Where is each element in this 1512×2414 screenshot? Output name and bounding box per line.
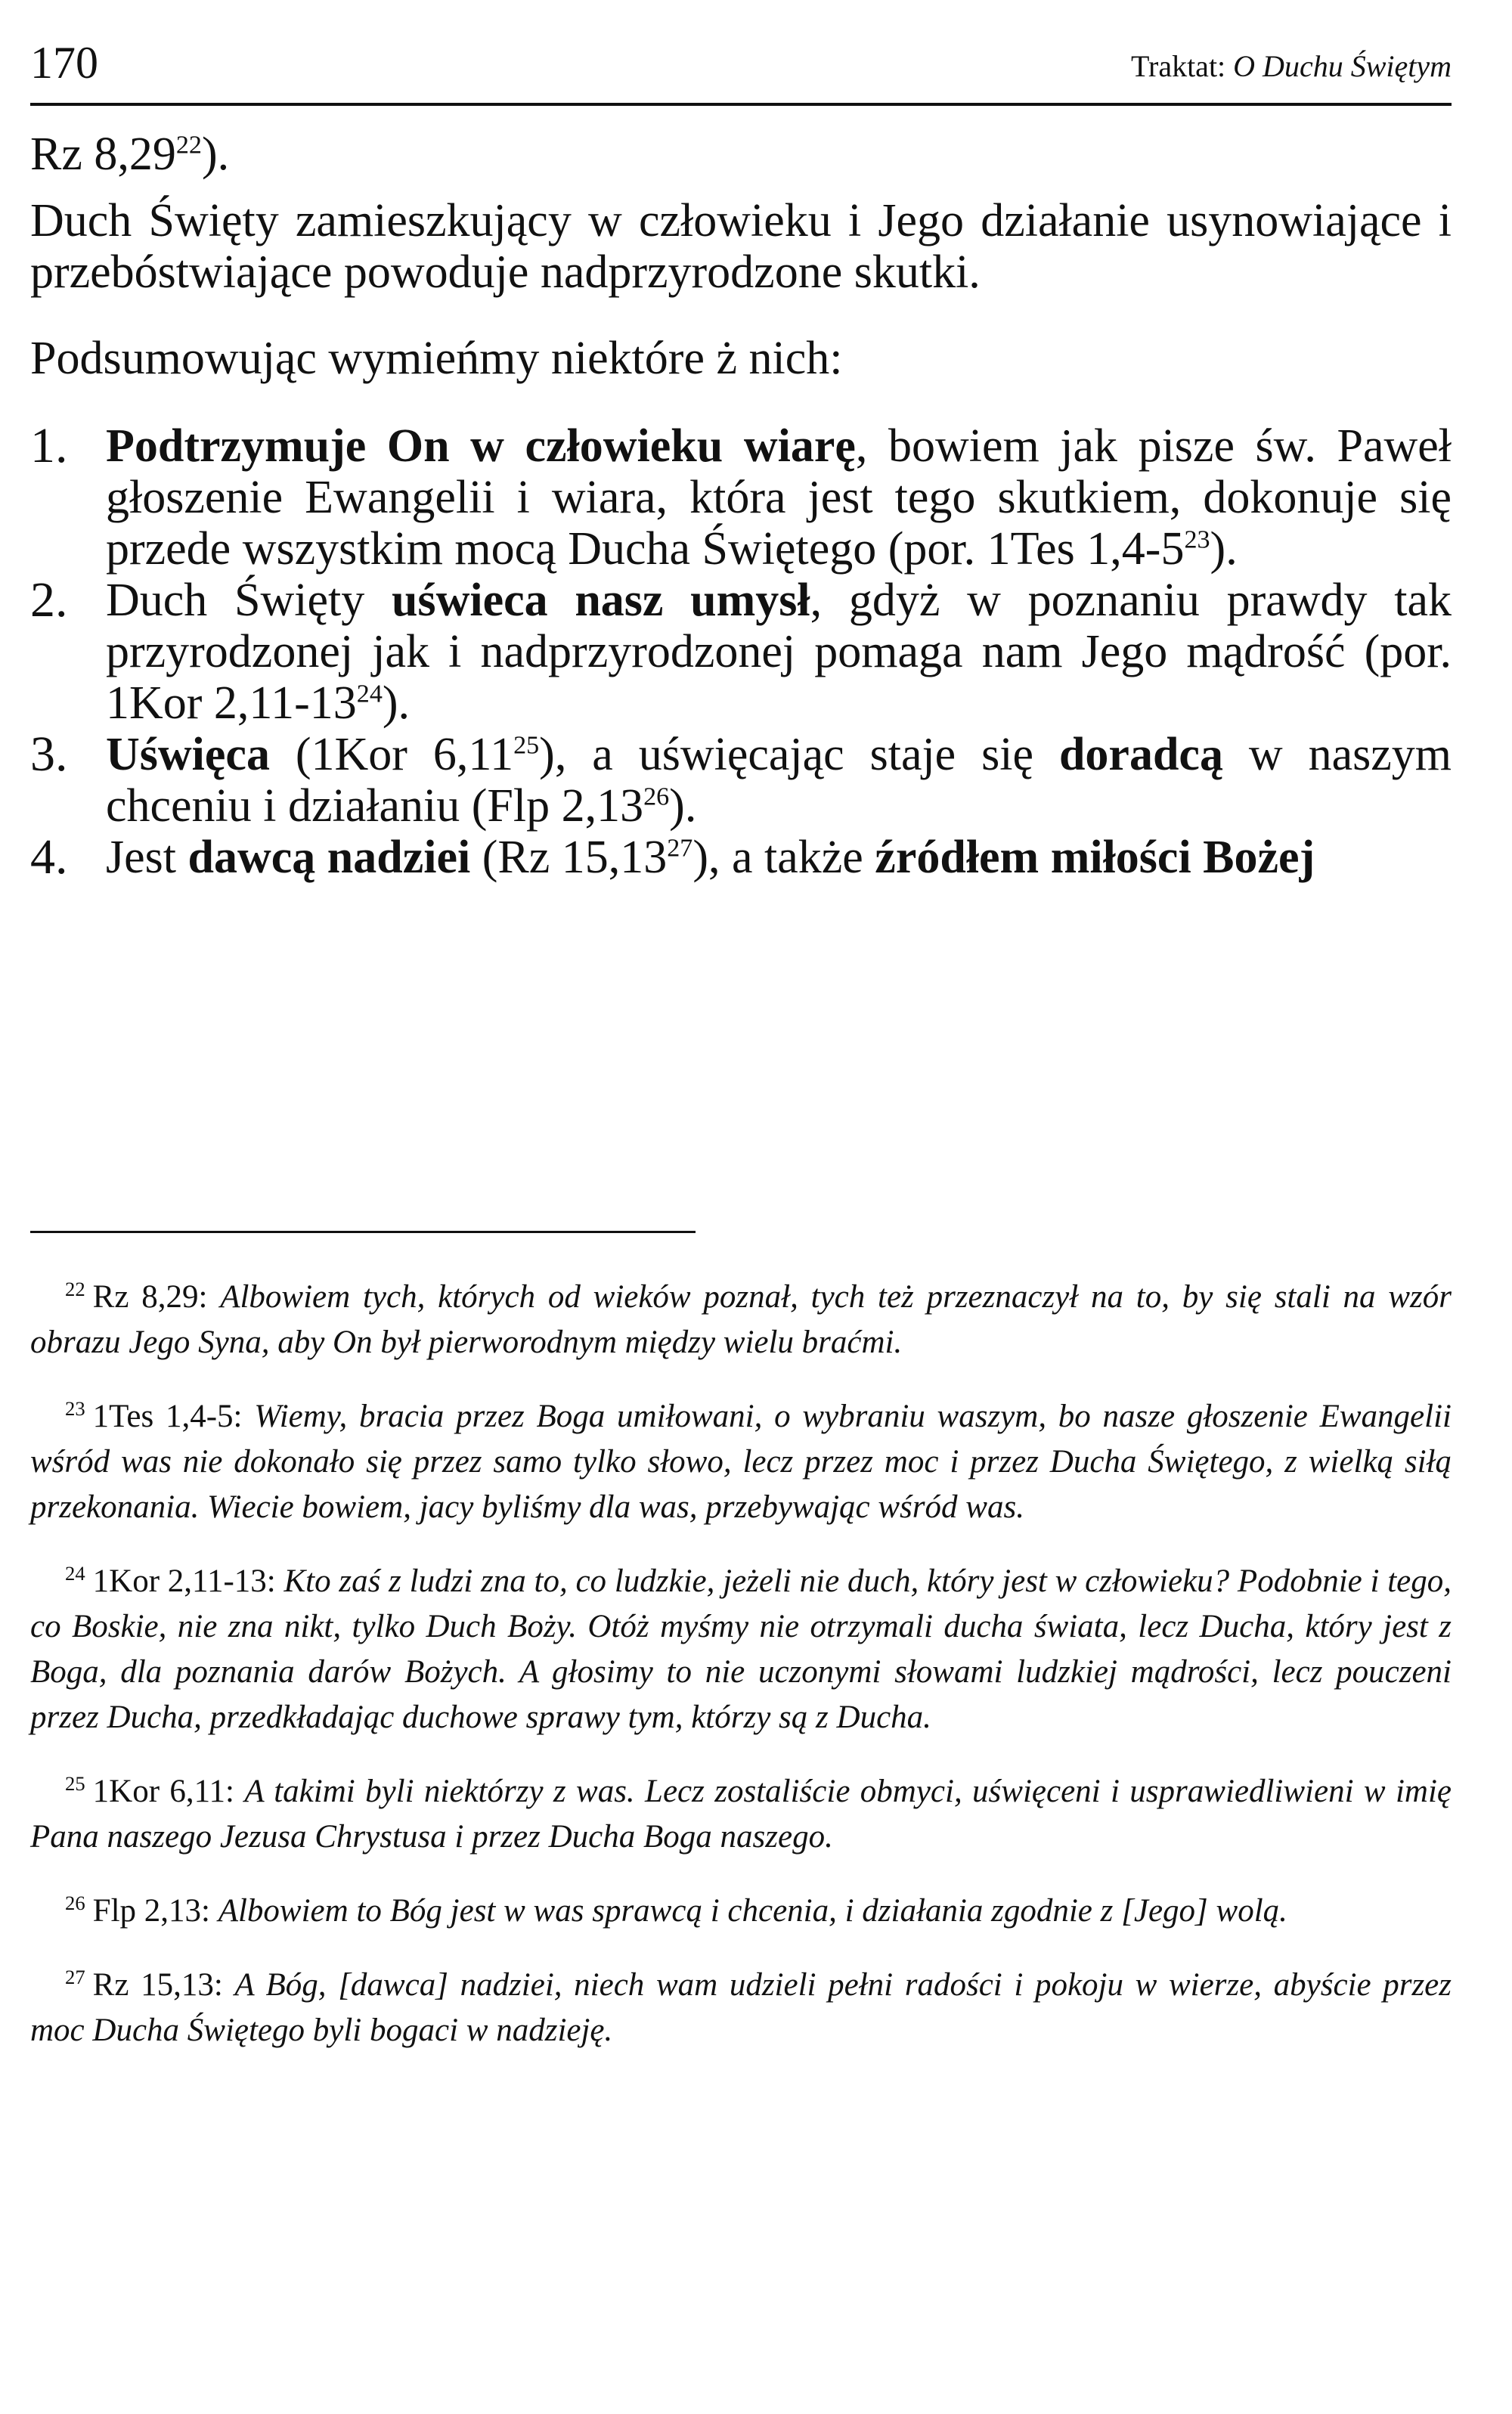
footnote-ref-24: 24	[356, 680, 383, 708]
item-text: , bowiem jak pisze św. Paweł głoszenie Ewangelii i wiara, która jest tego skutkiem, dokonuje się przede wszystkim mocą Ducha Świętego (por. 1Tes 1,4-5	[106, 420, 1452, 575]
bold-phrase: dawcą nadziei	[187, 832, 471, 883]
item-text-end: ).	[382, 677, 411, 729]
item-text-end: ).	[1210, 523, 1238, 575]
bold-phrase: doradcą	[1058, 729, 1223, 780]
list-item	[30, 420, 1452, 575]
cont-after: ).	[201, 129, 230, 180]
footnote-quote: Albowiem to Bóg jest w was sprawcą i chcenia, i działania zgodnie z [Jego] wolą.	[218, 1893, 1287, 1929]
bold-phrase: źródłem miłości Bożej	[875, 832, 1315, 883]
running-title	[1131, 36, 1452, 97]
footnote-mark: 23	[65, 1396, 85, 1420]
footnote-27	[30, 1963, 1452, 2053]
footnote-quote: Wiemy, bracia przez Boga umiłowani, o wybraniu waszym, bo nasze głoszenie Ewangelii wśród was nie dokonało się przez samo tylko słowo, lecz przez moc i przez Ducha Świętego, z wielką siłą przekonania. Wiecie bowiem, jacy byliśmy dla was, przebywając wśród was.	[30, 1399, 1452, 1525]
footnote-23	[30, 1394, 1452, 1530]
footnote-ref-26: 26	[643, 782, 670, 811]
footnote-ref: Flp 2,13:	[92, 1893, 218, 1929]
footnote-quote: Albowiem tych, których od wieków poznał, tych też przeznaczył na to, by się stali na wzór obrazu Jego Syna, aby On był pierworodnym między wielu braćmi.	[30, 1279, 1452, 1360]
list-number: 1.	[30, 418, 68, 473]
footnote-ref-23: 23	[1184, 525, 1210, 554]
item-text: (Rz 15,13	[470, 832, 668, 883]
footnote-mark: 26	[65, 1891, 85, 1914]
item-text: ), a także	[692, 832, 875, 883]
running-title-italic: O Duchu Świętym	[1233, 49, 1452, 83]
list-number: 4.	[30, 829, 68, 885]
footnote-mark: 27	[65, 1965, 85, 1988]
item-text: (1Kor 6,11	[269, 729, 514, 780]
continuation-line	[30, 129, 1452, 186]
footnote-quote: Kto zaś z ludzi zna to, co ludzkie, jeżeli nie duch, który jest w człowieku? Podobnie i tego, co Boskie, nie zna nikt, tylko Duch Boży. Otóż myśmy nie otrzymali ducha świata, lecz Ducha, który jest z Boga, dla poznania darów Bożych. A głosimy to nie uczonymi słowami ludzkiej mądrości, lecz pouczeni przez Ducha, przedkładając duchowe sprawy tym, którzy są z Ducha.	[30, 1563, 1452, 1735]
footnote-mark: 25	[65, 1771, 85, 1795]
footnote-ref: Rz 8,29:	[92, 1279, 221, 1315]
footnote-quote: A takimi byli niektórzy z was. Lecz zostaliście obmyci, uświęceni i usprawiedliwieni w imię Pana naszego Jezusa Chrystusa i przez Ducha Boga naszego.	[30, 1774, 1452, 1855]
bold-phrase: Uświęca	[106, 729, 270, 780]
footnote-22	[30, 1275, 1452, 1365]
footnote-quote: A Bóg, [dawca] nadziei, niech wam udzieli pełni radości i pokoju w wierze, abyście przez moc Ducha Świętego byli bogaci w nadzieję.	[30, 1967, 1452, 2048]
item-text: w naszym chceniu i działaniu (Flp 2,13	[106, 729, 1452, 832]
footnotes	[30, 1275, 1452, 2082]
item-text-start: Jest	[106, 832, 188, 883]
item-text: , gdyż w poznaniu prawdy tak przyrodzonej jak i nadprzyrodzonej pomaga nam Jego mądrość (por. 1Kor 2,11-13	[106, 575, 1452, 729]
bold-phrase: uświeca nasz umysł	[391, 575, 810, 626]
footnote-mark: 22	[65, 1277, 85, 1300]
footnote-ref-22: 22	[175, 131, 202, 160]
footnote-ref: Rz 15,13:	[92, 1967, 235, 2003]
list-number: 2.	[30, 572, 68, 628]
running-title-prefix: Traktat:	[1130, 49, 1234, 83]
footnote-ref: 1Kor 6,11:	[92, 1774, 245, 1809]
footnote-ref: 1Kor 2,11-13:	[92, 1563, 284, 1599]
list-number: 3.	[30, 727, 68, 782]
footnote-25	[30, 1769, 1452, 1860]
footnote-ref: 1Tes 1,4-5:	[92, 1399, 255, 1434]
item-text: ), a uświęcając staje się	[539, 729, 1059, 780]
page-header	[30, 29, 1452, 97]
paragraph-1: Duch Święty zamieszkujący w człowieku i Jego działanie usynowiające i przebóstwiające powoduje nadprzyrodzone skutki.	[30, 195, 1452, 298]
main-text	[30, 129, 1452, 883]
footnote-ref-25: 25	[513, 731, 540, 760]
cont-text: Rz 8,29	[30, 129, 176, 180]
paragraph-2: Podsumowując wymieńmy niektóre ż nich:	[30, 333, 843, 384]
footnote-rule	[30, 1231, 696, 1233]
footnote-24	[30, 1559, 1452, 1740]
list-item	[30, 572, 1452, 729]
page-number: 170	[30, 38, 98, 88]
effects-list	[30, 420, 1452, 883]
bold-phrase: Podtrzymuje On w człowieku wiarę	[106, 420, 856, 472]
header-rule	[30, 103, 1452, 106]
footnote-mark: 24	[65, 1561, 85, 1585]
list-item	[30, 829, 1452, 885]
footnote-26	[30, 1889, 1452, 1934]
item-text-end: ).	[669, 780, 697, 832]
list-item	[30, 729, 1452, 832]
footnote-ref-27: 27	[667, 834, 693, 863]
item-text-start: Duch Święty	[106, 575, 392, 626]
